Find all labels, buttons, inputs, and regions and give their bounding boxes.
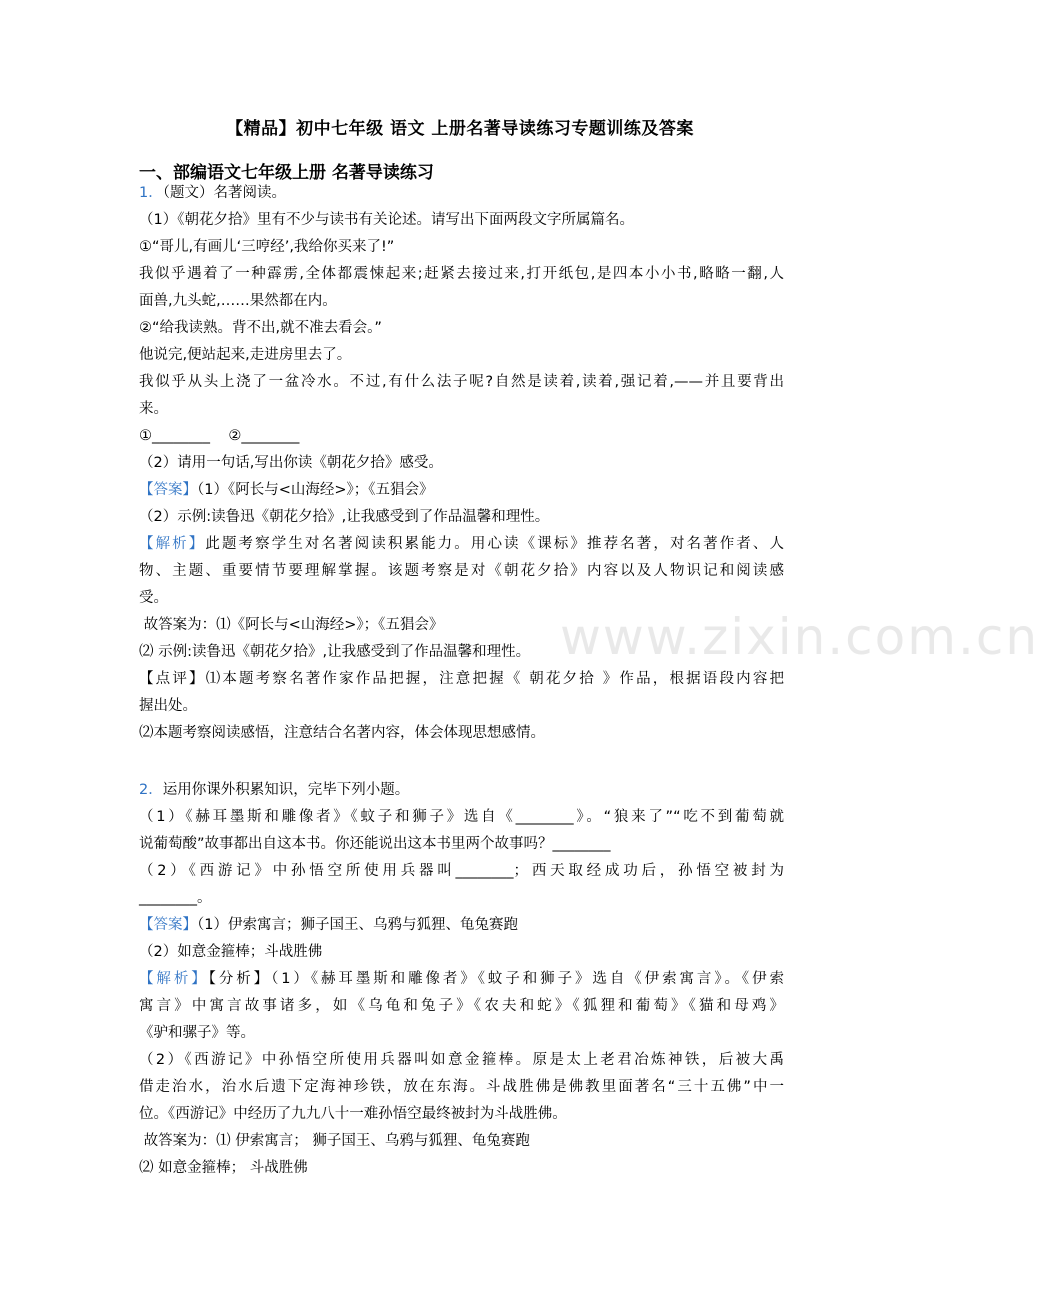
- q2-sub1-line1: （1）《赫耳墨斯和雕像者》《蚊子和狮子》选自《________》。“狼来了”“吃不到葡萄就: [139, 809, 784, 825]
- q1-passage2-line3: 来。: [139, 401, 168, 417]
- q1-comment2: 握出处。: [139, 698, 197, 714]
- q2-answer-line1: [139, 915, 784, 935]
- q1-final1: 故答案为：⑴《阿长与<山海经>》；《五猖会》: [139, 617, 444, 633]
- q2-analysis-line1: [139, 969, 784, 989]
- answer-tag: 【答案】: [139, 482, 197, 498]
- section-heading: 一、部编语文七年级上册 名著导读练习: [139, 163, 434, 183]
- q1-passage2-line2: 我似乎从头上浇了一盆冷水。不过,有什么法子呢?自然是读着,读着,强记着,——并且要背出: [139, 374, 784, 390]
- q2-answer1: （1）伊索寓言；狮子国王、乌鸦与狐狸、龟兔赛跑: [197, 917, 518, 933]
- q2-answer2: （2）如意金箍棒；斗战胜佛: [139, 944, 323, 960]
- q2-analysis6: 位。《西游记》中经历了九九八十一难孙悟空最终被封为斗战胜佛。: [139, 1106, 567, 1122]
- q1-number: 1．: [139, 185, 163, 201]
- q2-intro-line: [139, 780, 784, 800]
- q2-analysis3: 《驴和骡子》等。: [139, 1025, 255, 1041]
- q1-analysis-line1: [139, 534, 784, 554]
- q1-intro-line: [139, 183, 784, 203]
- q1-analysis3: 受。: [139, 590, 168, 606]
- q1-intro: （题文）名著阅读。: [162, 185, 286, 201]
- q1-comment1: 【点评】⑴本题考察名著作家作品把握，注意把握《 朝花夕拾 》作品，根据语段内容把: [139, 671, 784, 687]
- q1-sub2: （2）请用一句话,写出你读《朝花夕拾》感受。: [139, 455, 443, 471]
- q2-sub2-line1: （2）《西游记》中孙悟空所使用兵器叫________；西天取经成功后，孙悟空被封为: [139, 863, 784, 879]
- q1-answer-line1: [139, 480, 784, 500]
- answer-tag: 【答案】: [139, 917, 197, 933]
- q1-passage2-quote: ②“给我读熟。背不出,就不准去看会。”: [139, 320, 382, 336]
- q1-passage2-line1: 他说完,便站起来,走进房里去了。: [139, 347, 352, 363]
- q2-number: 2．: [139, 782, 163, 798]
- q2-analysis4: （2）《西游记》中孙悟空所使用兵器叫如意金箍棒。原是太上老君冶炼神铁，后被大禹: [139, 1052, 784, 1068]
- watermark: www.zixin.com.cn: [560, 608, 1039, 666]
- q2-sub1-line2: 说葡萄酸”故事都出自这本书。你还能说出这本书里两个故事吗？________: [139, 836, 611, 852]
- q1-answer-blanks: ①________ ②________: [139, 428, 300, 444]
- page-title: 【精品】初中七年级 语文 上册名著导读练习专题训练及答案: [226, 119, 694, 139]
- q2-final1: 故答案为：⑴ 伊索寓言； 狮子国王、乌鸦与狐狸、龟兔赛跑: [139, 1133, 530, 1149]
- q1-answer1: （1）《阿长与<山海经>》；《五猖会》: [197, 482, 434, 498]
- q1-answer2: （2）示例:读鲁迅《朝花夕拾》,让我感受到了作品温馨和理性。: [139, 509, 550, 525]
- q1-passage1-line1: 我似乎遇着了一种霹雳,全体都震悚起来;赶紧去接过来,打开纸包,是四本小小书,略略一翻,人: [139, 266, 784, 282]
- q1-passage1-line2: 面兽,九头蛇,……果然都在内。: [139, 293, 337, 309]
- q2-final2: ⑵ 如意金箍棒； 斗战胜佛: [139, 1160, 308, 1176]
- q1-final2: ⑵ 示例:读鲁迅《朝花夕拾》,让我感受到了作品温馨和理性。: [139, 644, 531, 660]
- q1-passage1-quote: ①“哥儿,有画儿‘三哼经’,我给你买来了!”: [139, 239, 395, 255]
- q1-comment3: ⑵本题考察阅读感悟，注意结合名著内容，体会体现思想感情。: [139, 725, 545, 741]
- q2-analysis1: 【分析】（1）《赫耳墨斯和雕像者》《蚊子和狮子》选自《伊索寓言》。《伊索: [208, 971, 784, 987]
- q2-analysis5: 借走治水，治水后遗下定海神珍铁，放在东海。斗战胜佛是佛教里面著名“三十五佛”中一: [139, 1079, 784, 1095]
- analysis-tag: 【解析】: [139, 971, 209, 987]
- q1-analysis1: 此题考察学生对名著阅读积累能力。用心读《课标》推荐名著，对名著作者、人: [205, 536, 785, 552]
- q2-analysis2: 寓言》中寓言故事诸多，如《乌龟和兔子》《农夫和蛇》《狐狸和葡萄》《猫和母鸡》: [139, 998, 784, 1014]
- q1-sub1: （1）《朝花夕拾》里有不少与读书有关论述。请写出下面两段文字所属篇名。: [139, 212, 634, 228]
- analysis-tag: 【解析】: [139, 536, 206, 552]
- q1-analysis2: 物、主题、重要情节要理解掌握。该题考察是对《朝花夕拾》内容以及人物识记和阅读感: [139, 563, 784, 579]
- q2-intro: 运用你课外积累知识，完毕下列小题。: [162, 782, 410, 798]
- q2-sub2-line2: ________。: [139, 890, 212, 906]
